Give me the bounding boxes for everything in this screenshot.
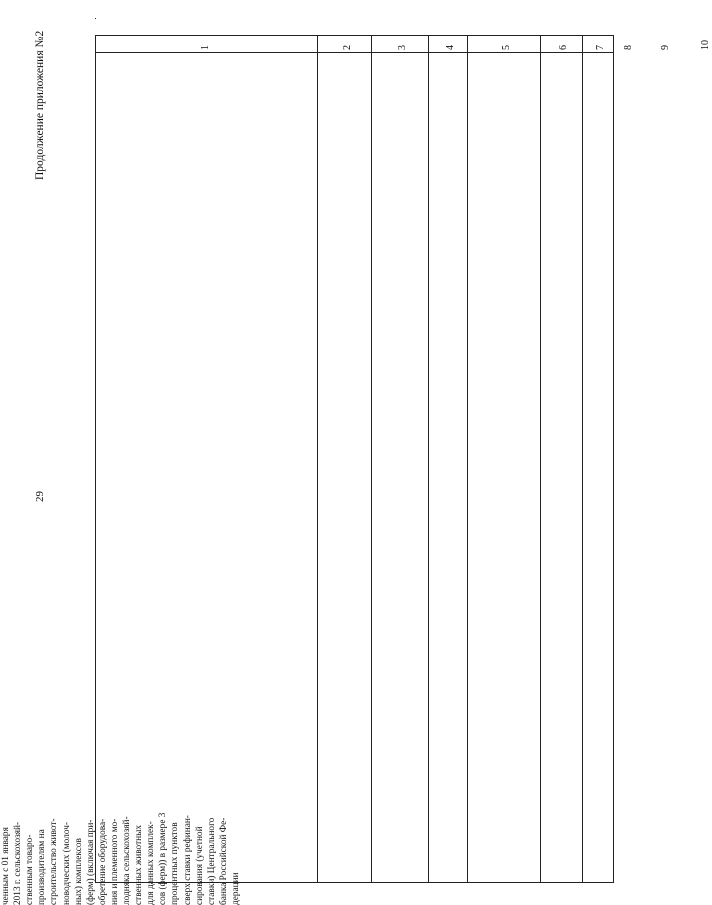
header-col-9: 9: [660, 45, 671, 50]
cont-col1-text-line: сирования (учетной: [194, 826, 205, 905]
col-divider-4-5: [467, 35, 468, 883]
cont-col1-text-line: (ферм) (включая при-: [85, 819, 96, 905]
cont-col1-text-line: строительство живот-: [49, 818, 60, 905]
header-col-2: 2: [342, 45, 353, 50]
header-col-4: 4: [445, 45, 456, 50]
header-col-8: 8: [623, 45, 634, 50]
spacer: [95, 18, 96, 19]
cont-col1-text-line: дерации: [230, 872, 241, 905]
cont-col1-text-line: ных) комплексов: [73, 838, 84, 905]
header-col-3: 3: [397, 45, 408, 50]
cont-col1-text-line: сверх ставки рефинан-: [182, 815, 193, 905]
cont-col1-text-line: ственных животных: [134, 824, 145, 905]
cont-col1-text-line: сов (ферм)) в размере 3: [158, 812, 169, 905]
cont-col1-text-line: новодческих (молоч-: [61, 821, 72, 905]
spacer2: [95, 36, 96, 37]
cont-col1-text-line: ченным с 01 января: [1, 827, 11, 905]
table-top-border: [95, 35, 96, 883]
cont-col1-text-line: лодняка сельскохозяй-: [122, 816, 132, 905]
cont-col1-text-line: 2013 г. сельскохозяй-: [13, 821, 24, 905]
header-row-bottom-rule: [95, 52, 614, 53]
header-col-10: 10: [700, 40, 711, 50]
col-divider-2-3: [371, 35, 372, 883]
cont-col1-text-line: ния и племенного мо-: [109, 818, 120, 905]
cont-col1-text-line: для данных комплек-: [146, 821, 157, 905]
cont-col1-text-line: ственным товаро-: [25, 834, 36, 905]
cont-col1-text-line: производителям на: [37, 829, 48, 905]
table-bottom-border: [613, 35, 614, 883]
header-col-7: 7: [595, 45, 606, 50]
col-divider-6-7: [582, 35, 583, 883]
cont-col1-text-line: процентных пунктов: [170, 822, 181, 905]
header-col-1: 1: [200, 45, 211, 50]
col-divider-3-4: [428, 35, 429, 883]
cont-col1-text-line: банка Российской Фе-: [218, 817, 229, 905]
table-right-border: [95, 35, 614, 36]
cont-col1-text-line: обретение оборудова-: [97, 818, 108, 905]
col-divider-5-6: [540, 35, 541, 883]
header-col-6: 6: [558, 45, 569, 50]
appendix-subtitle: Продолжение приложения №2: [34, 30, 46, 180]
page-number: 29: [34, 491, 46, 502]
header-col-5: 5: [501, 45, 512, 50]
cont-col1-text-line: ставки) Центрального: [206, 817, 217, 905]
col-divider-1-2: [317, 35, 318, 883]
